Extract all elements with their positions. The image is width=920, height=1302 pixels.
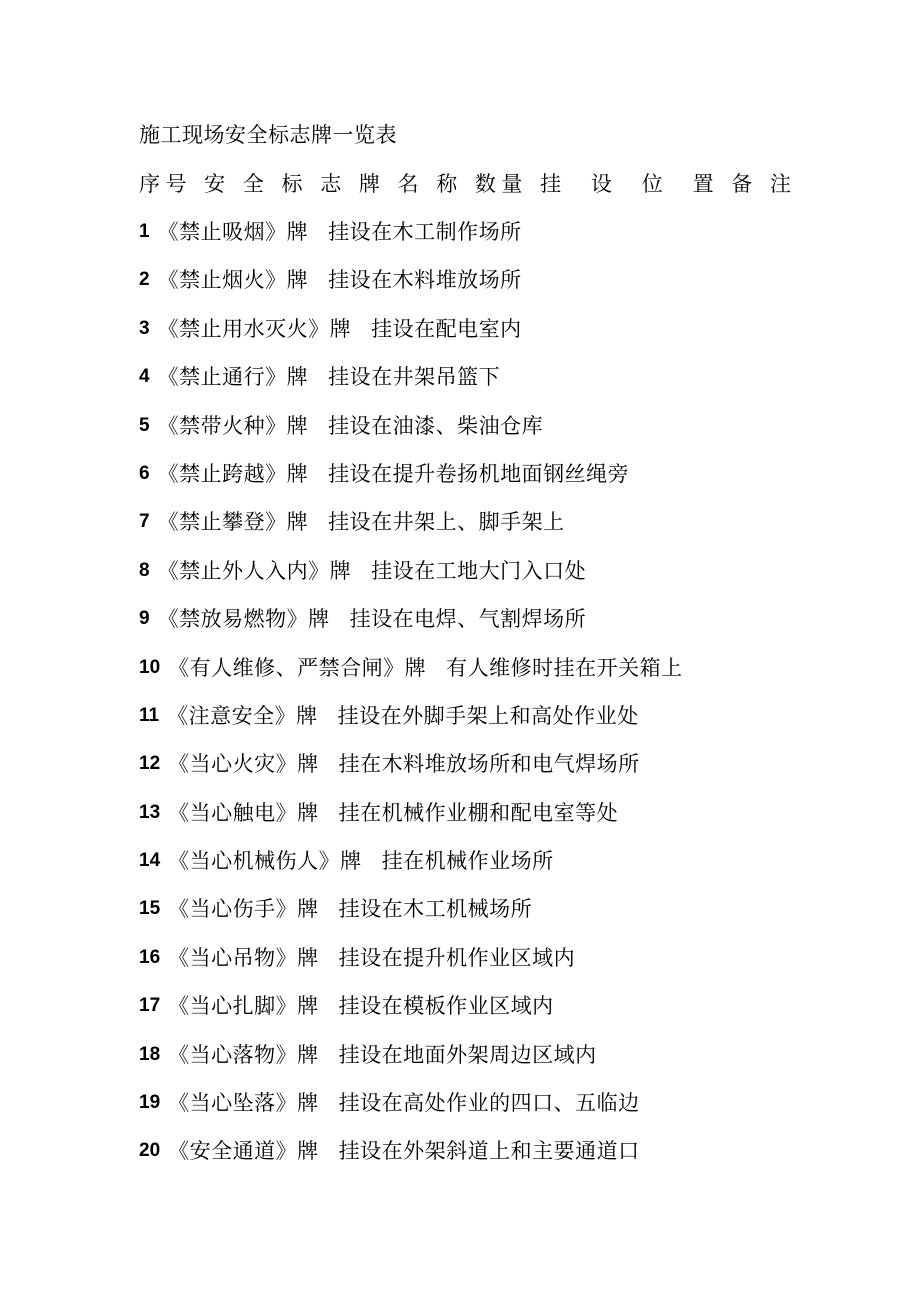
sign-location: 挂设在井架上、脚手架上	[328, 510, 565, 535]
sign-name: 《禁放易燃物》牌	[157, 607, 330, 632]
row-number: 14	[139, 850, 161, 872]
sign-location: 挂设在井架吊篮下	[328, 365, 501, 390]
row-number: 15	[139, 898, 161, 920]
row-number: 1	[139, 221, 150, 242]
sign-location: 挂在木料堆放场所和电气焊场所	[338, 752, 640, 777]
sign-name: 《禁止用水灭火》牌	[157, 316, 352, 341]
sign-location: 有人维修时挂在开关箱上	[446, 655, 683, 680]
row-number: 7	[139, 511, 150, 533]
list-item	[139, 605, 899, 653]
sign-location: 挂设在提升机作业区域内	[338, 945, 576, 970]
sign-name: 《安全通道》牌	[168, 1139, 319, 1164]
list-item	[139, 799, 899, 847]
list-item	[139, 412, 899, 460]
sign-location: 挂设在外脚手架上和高处作业处	[337, 703, 639, 728]
row-number: 9	[139, 608, 150, 630]
row-number: 13	[139, 801, 161, 823]
list-item	[139, 1041, 899, 1089]
sign-location: 挂设在木料堆放场所	[328, 268, 522, 293]
row-number: 5	[139, 414, 150, 436]
row-number: 20	[139, 1140, 161, 1162]
sign-location: 挂设在模板作业区域内	[338, 994, 554, 1019]
list-item	[139, 218, 899, 266]
sign-name: 《当心扎脚》牌	[168, 994, 319, 1019]
list-item	[139, 702, 899, 750]
list-item	[139, 460, 899, 508]
sign-name: 《当心机械伤人》牌	[168, 849, 362, 874]
list-item	[139, 315, 899, 363]
row-number: 4	[139, 366, 150, 388]
sign-name: 《禁止通行》牌	[157, 365, 309, 390]
sign-location: 挂设在油漆、柴油仓库	[328, 413, 544, 438]
sign-name: 《注意安全》牌	[167, 703, 318, 728]
sign-name: 《禁带火种》牌	[157, 413, 309, 438]
sign-location: 挂在机械作业棚和配电室等处	[338, 800, 619, 825]
sign-name: 《当心落物》牌	[168, 1042, 319, 1067]
sign-name: 《禁止吸烟》牌	[157, 220, 309, 244]
list-item	[139, 266, 899, 314]
sign-list	[139, 218, 899, 1186]
list-item	[139, 847, 899, 895]
row-number: 8	[139, 559, 150, 581]
list-item	[139, 944, 899, 992]
sign-location: 挂设在外架斜道上和主要通道口	[338, 1139, 640, 1164]
list-item	[139, 1137, 899, 1185]
sign-location: 挂设在电焊、气割焊场所	[349, 607, 587, 632]
row-number: 10	[139, 656, 161, 678]
sign-location: 挂设在配电室内	[371, 316, 522, 341]
row-number: 3	[139, 317, 150, 339]
sign-name: 《当心吊物》牌	[168, 945, 319, 970]
sign-name: 《禁止攀登》牌	[157, 510, 309, 535]
sign-location: 挂设在木工机械场所	[338, 897, 533, 922]
sign-location: 挂设在提升卷扬机地面钢丝绳旁	[328, 461, 630, 486]
table-header: 序号 安 全 标 志 牌 名 称 数量 挂 设 位 置 备 注	[139, 172, 797, 196]
list-item	[139, 508, 899, 556]
sign-location: 挂在机械作业场所	[381, 849, 554, 874]
row-number: 18	[139, 1043, 161, 1065]
document-title: 施工现场安全标志牌一览表	[139, 123, 397, 147]
sign-name: 《当心坠落》牌	[168, 1091, 319, 1116]
sign-name: 《禁止外人入内》牌	[157, 558, 352, 583]
row-number: 2	[139, 269, 150, 291]
sign-location: 挂设在高处作业的四口、五临边	[338, 1091, 640, 1116]
row-number: 11	[139, 704, 160, 726]
row-number: 19	[139, 1092, 161, 1114]
list-item	[139, 895, 899, 943]
row-number: 6	[139, 462, 150, 484]
row-number: 12	[139, 753, 161, 775]
sign-name: 《当心伤手》牌	[168, 897, 319, 922]
row-number: 16	[139, 946, 161, 968]
sign-location: 挂设在地面外架周边区域内	[338, 1042, 597, 1067]
list-item	[139, 363, 899, 411]
sign-name: 《禁止跨越》牌	[157, 461, 309, 486]
sign-name: 《有人维修、严禁合闸》牌	[168, 655, 427, 680]
list-item	[139, 1089, 899, 1137]
sign-name: 《当心火灾》牌	[168, 752, 319, 777]
list-item	[139, 992, 899, 1040]
row-number: 17	[139, 995, 161, 1017]
list-item	[139, 654, 899, 702]
sign-name: 《当心触电》牌	[168, 800, 319, 825]
sign-location: 挂设在木工制作场所	[328, 220, 522, 244]
sign-name: 《禁止烟火》牌	[157, 268, 309, 293]
list-item	[139, 557, 899, 605]
sign-location: 挂设在工地大门入口处	[371, 558, 587, 583]
list-item	[139, 750, 899, 798]
